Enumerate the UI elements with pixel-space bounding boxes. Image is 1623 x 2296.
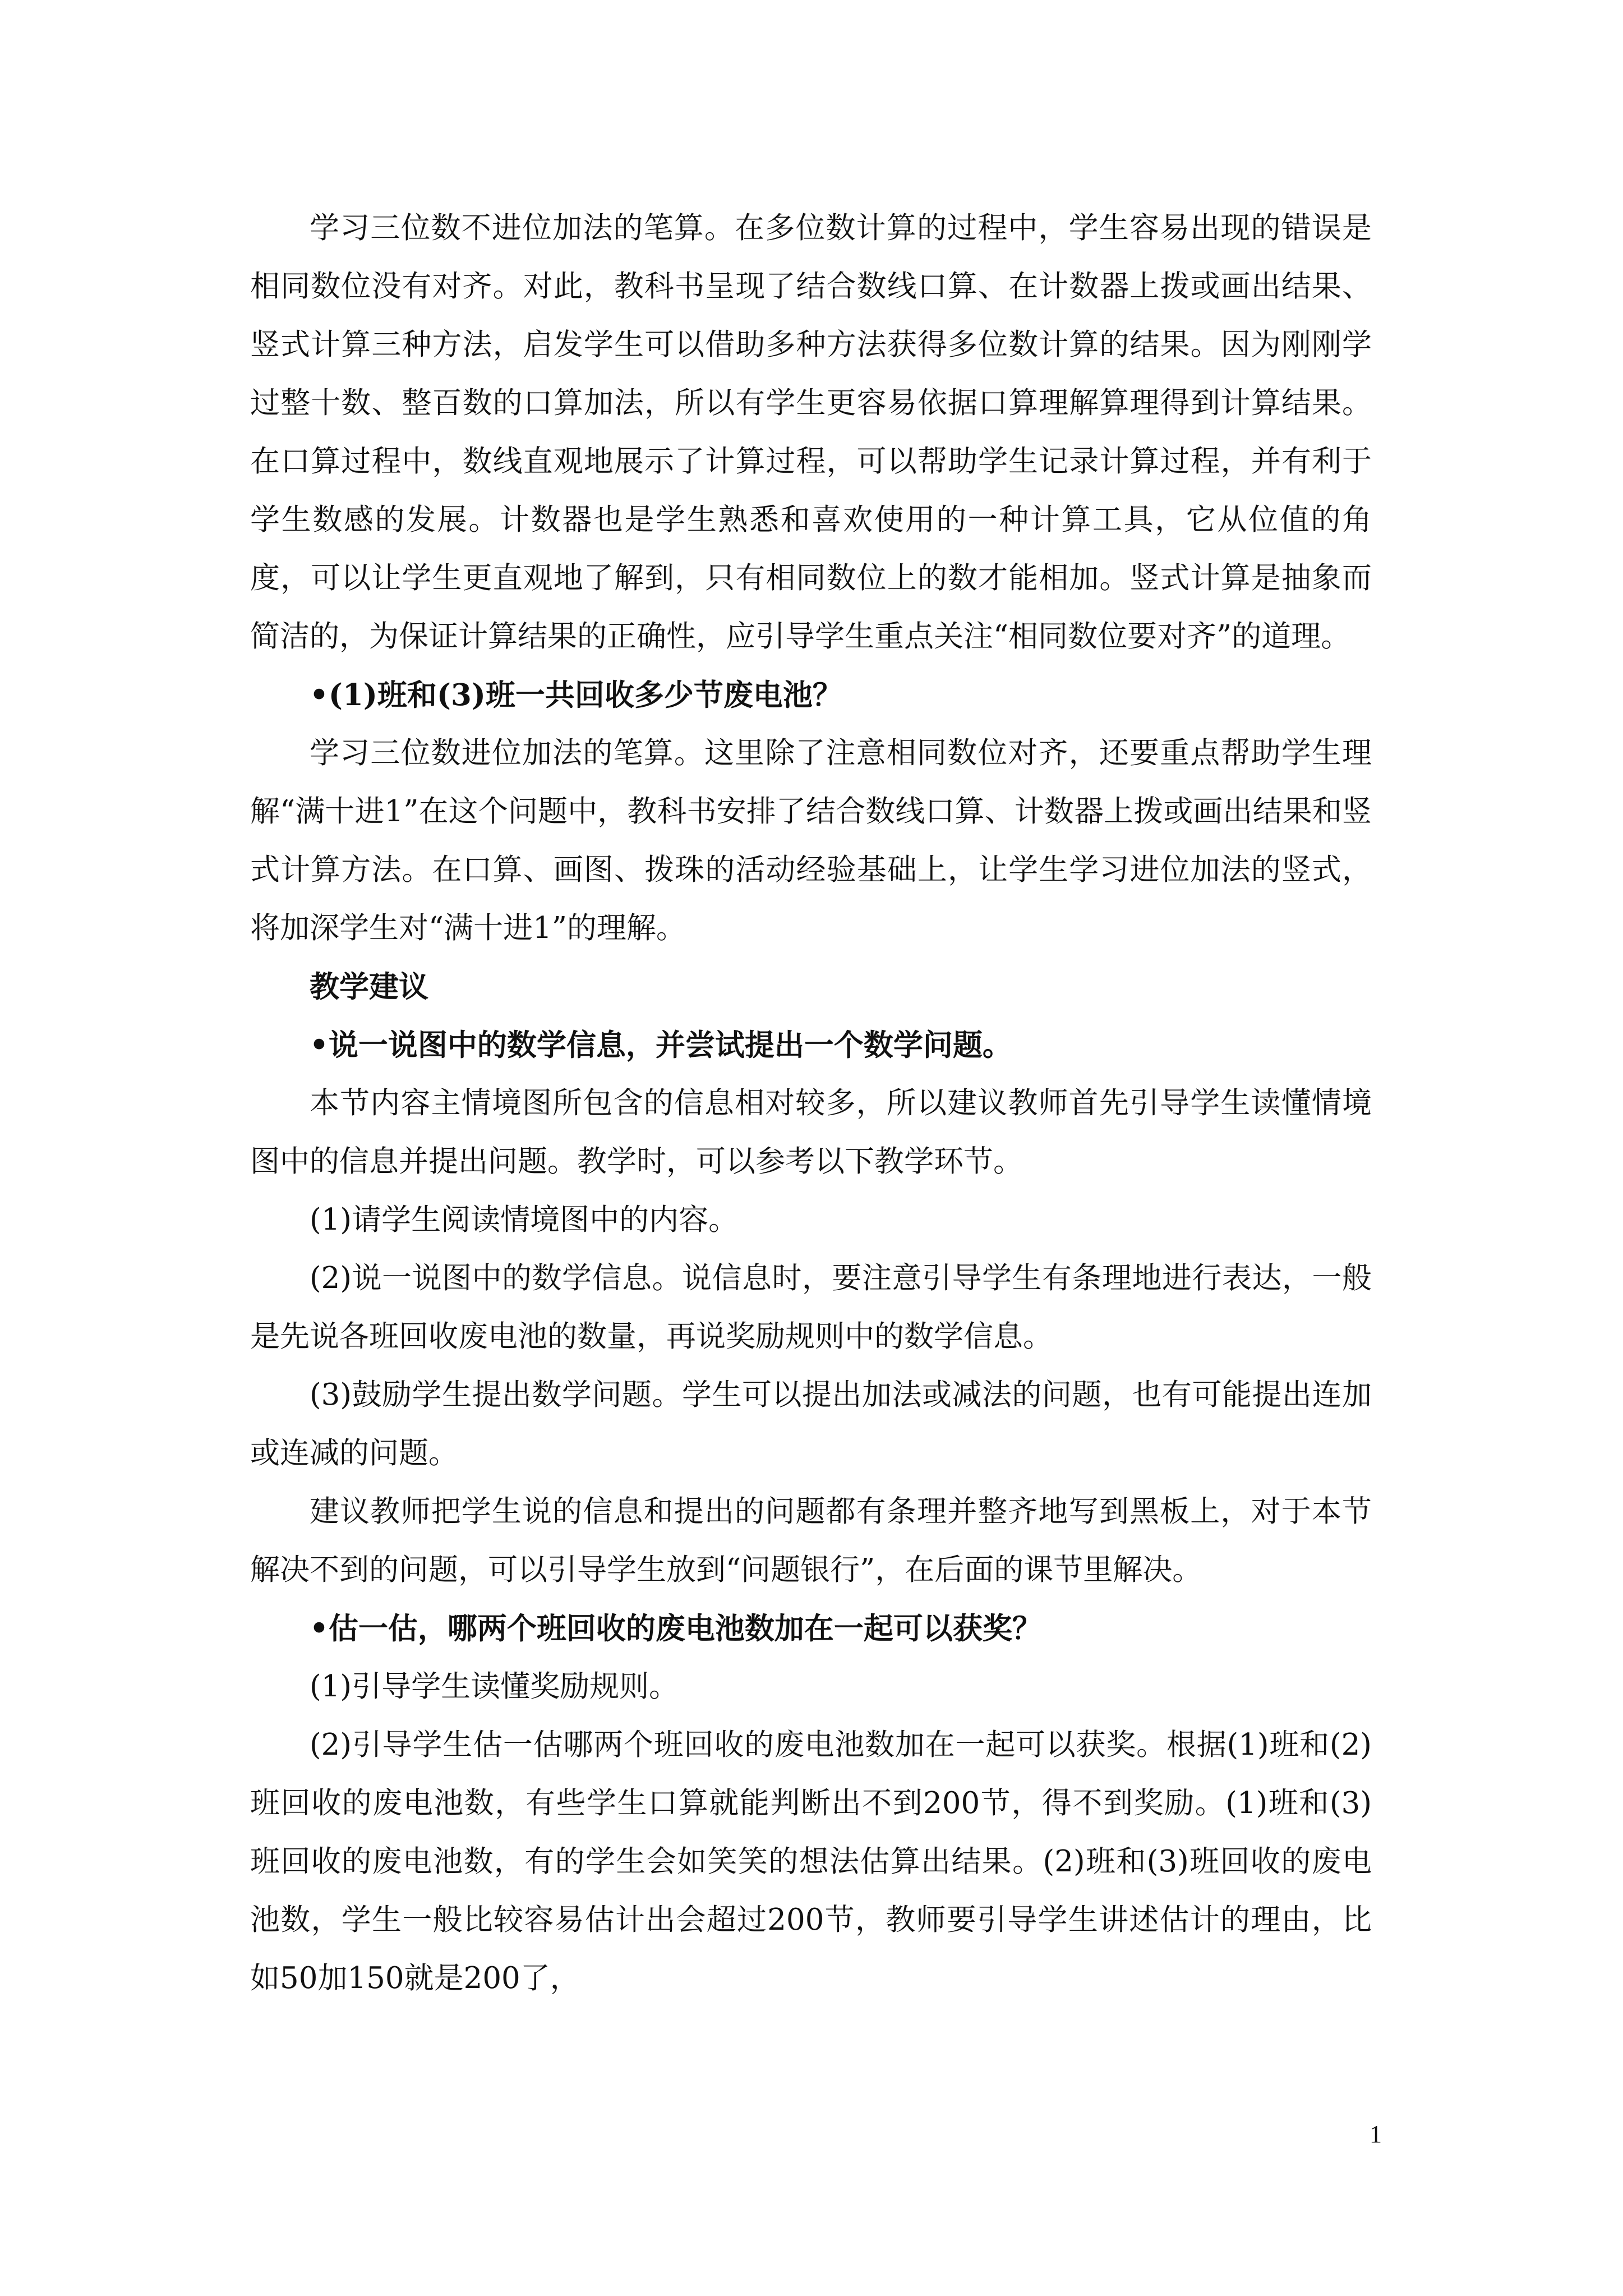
- step-2-estimate-classes: (2)引导学生估一估哪两个班回收的废电池数加在一起可以获奖。根据(1)班和(2)班回收的废电池数，有些学生口算就能判断出不到200节，得不到奖励。(1)班和(3)班回收的废电池数，有的学生会如笑笑的想法估算出结果。(2)班和(3)班回收的废电池数，学生一般比较容易估计出会超过200节，教师要引导学生讲述估计的理由，比如50加150就是200了，: [250, 1728, 1372, 1995]
- page-number: 1: [1370, 2120, 1382, 2148]
- paragraph-carry-addition: 学习三位数进位加法的笔算。这里除了注意相同数位对齐，还要重点帮助学生理解“满十进1”在这个问题中，教科书安排了结合数线口算、计数器上拨或画出结果和竖式计算方法。在口算、画图、拨珠的活动经验基础上，让学生学习进位加法的竖式，将加深学生对“满十进1”的理解。: [250, 736, 1372, 945]
- question-heading-math-info: •说一说图中的数学信息，并尝试提出一个数学问题。: [310, 1028, 1012, 1062]
- paragraph-scene-info: 本节内容主情境图所包含的信息相对较多，所以建议教师首先引导学生读懂情境图中的信息并提出问题。教学时，可以参考以下教学环节。: [250, 1086, 1372, 1179]
- question-heading-estimate: •估一估，哪两个班回收的废电池数加在一起可以获奖？: [310, 1611, 1042, 1646]
- paragraph-blackboard-suggestion: 建议教师把学生说的信息和提出的问题都有条理并整齐地写到黑板上，对于本节解决不到的问题，可以引导学生放到“问题银行”，在后面的课节里解决。: [250, 1494, 1372, 1587]
- question-heading-class1-class3: •(1)班和(3)班一共回收多少节废电池？: [310, 678, 842, 712]
- step-3-ask-questions: (3)鼓励学生提出数学问题。学生可以提出加法或减法的问题，也有可能提出连加或连减的问题。: [250, 1378, 1372, 1470]
- section-heading-teaching-suggestions: 教学建议: [310, 969, 428, 1004]
- step-1-reward-rules: (1)引导学生读懂奖励规则。: [310, 1669, 679, 1704]
- document-body: [250, 199, 1372, 2008]
- step-1-read-scene: (1)请学生阅读情境图中的内容。: [310, 1203, 739, 1237]
- paragraph-intro: 学习三位数不进位加法的笔算。在多位数计算的过程中，学生容易出现的错误是相同数位没有对齐。对此，教科书呈现了结合数线口算、在计数器上拨或画出结果、竖式计算三种方法，启发学生可以借助多种方法获得多位数计算的结果。因为刚刚学过整十数、整百数的口算加法，所以有学生更容易依据口算理解算理得到计算结果。在口算过程中，数线直观地展示了计算过程，可以帮助学生记录计算过程，并有利于学生数感的发展。计数器也是学生熟悉和喜欢使用的一种计算工具，它从位值的角度，可以让学生更直观地了解到，只有相同数位上的数才能相加。竖式计算是抽象而简洁的，为保证计算结果的正确性，应引导学生重点关注“相同数位要对齐”的道理。: [250, 211, 1372, 654]
- step-2-describe-info: (2)说一说图中的数学信息。说信息时，要注意引导学生有条理地进行表达，一般是先说各班回收废电池的数量，再说奖励规则中的数学信息。: [250, 1261, 1372, 1354]
